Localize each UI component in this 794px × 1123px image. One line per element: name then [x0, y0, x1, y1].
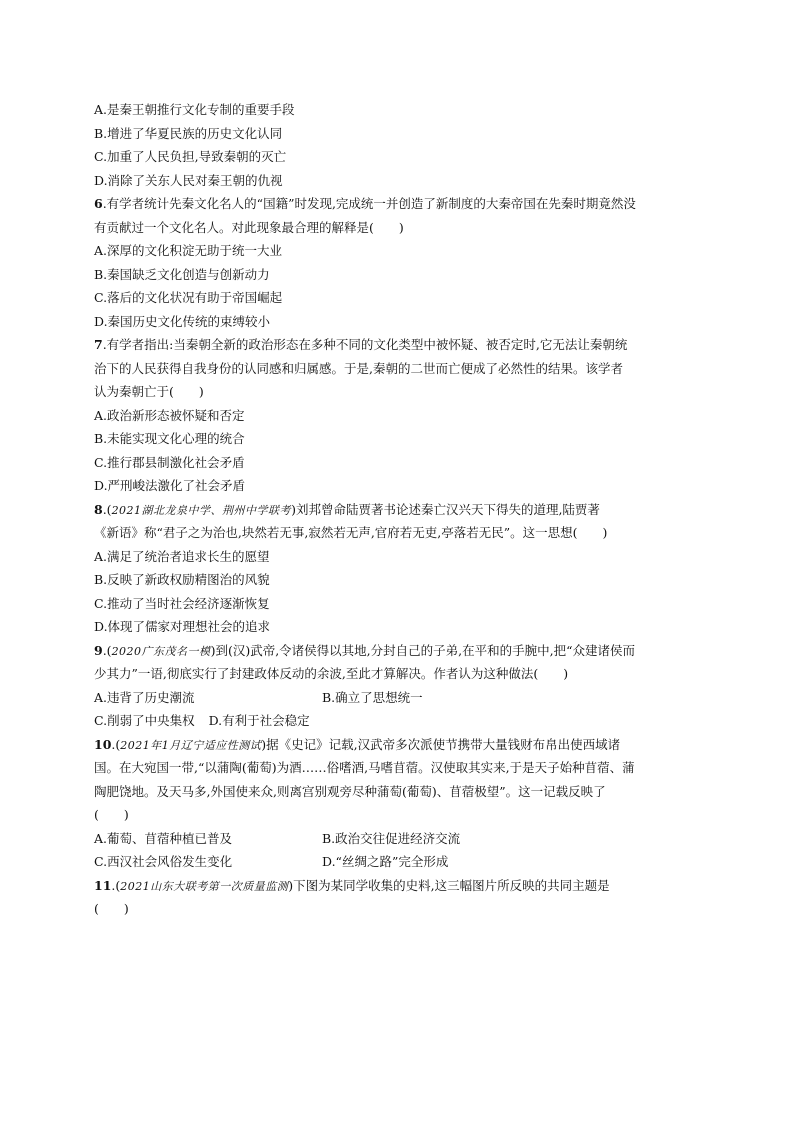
q6-option-a: A.深厚的文化积淀无助于统一大业	[94, 243, 283, 258]
q7-text-1: .有学者指出:当秦朝全新的政治形态在多种不同的文化类型中被怀疑、被否定时,它无法让秦朝统	[102, 337, 628, 352]
q10-option-b: B.政治交往促进经济交流	[322, 830, 461, 846]
q9-option-b: B.确立了思想统一	[322, 689, 423, 705]
q9-options-row1	[94, 686, 704, 710]
q6-number: 6	[94, 196, 103, 211]
q7-stem-line1	[94, 333, 704, 357]
q6-text-1: .有学者统计先秦文化名人的“国籍”时发现,完成统一并创造了新制度的大秦帝国在先秦时期竟然没	[102, 196, 636, 211]
q5-option-d: D.消除了关东人民对秦王朝的仇视	[94, 172, 283, 188]
q6-stem-line2: 有贡献过一个文化名人。对此现象最合理的解释是( )	[94, 219, 404, 235]
q9-text-1: )到(汉)武帝,令诸侯得以其地,分封自己的子弟,在平和的手腕中,把“众建诸侯而	[210, 642, 635, 658]
q7-option-d: D.严刑峻法激化了社会矛盾	[94, 478, 246, 493]
q5-option-b: B.增进了华夏民族的历史文化认同	[94, 125, 283, 141]
q6-option-d: D.秦国历史文化传统的束缚较小	[94, 313, 271, 329]
q10-option-d: D.“丝绸之路”完全形成	[322, 854, 449, 869]
q11-stem-line2: ( )	[94, 901, 129, 916]
q5-option-a: A.是秦王朝推行文化专制的重要手段	[94, 102, 295, 117]
q11-paren-open: .(	[111, 877, 121, 893]
q10-stem-line3: 陶肥饶地。及天马多,外国使来众,则离宫别观旁尽种蒲萄(葡萄)、苜蓿极望”。这一记载反映了	[94, 783, 606, 799]
q10-paren-open: .(	[111, 736, 121, 752]
q11-number: 11	[94, 877, 112, 893]
q8-text-1: )刘邦曾命陆贾著书论述秦亡汉兴天下得失的道理,陆贾著	[291, 501, 600, 517]
q8-number: 8	[94, 501, 103, 517]
q8-option-c: C.推动了当时社会经济逐渐恢复	[94, 595, 270, 611]
q7-option-a: A.政治新形态被怀疑和否定	[94, 407, 245, 423]
exam-page	[94, 98, 704, 921]
q10-stem-line2: 国。在大宛国一带,“以蒲陶(葡萄)为酒……俗嗜酒,马嗜苜蓿。汉使取其实来,于是天子始种苜蓿、蒲	[94, 760, 635, 775]
q8-paren-open: .(	[102, 501, 112, 517]
q10-source: 2021年1月辽宁适应性测试	[120, 738, 262, 752]
q8-option-d: D.体现了儒家对理想社会的追求	[94, 619, 271, 634]
q9-option-a: A.违背了历史潮流	[94, 689, 195, 705]
q8-option-b: B.反映了新政权励精图治的风貌	[94, 572, 270, 587]
q7-stem-line2: 治下的人民获得自我身份的认同感和归属感。于是,秦朝的二世而亡便成了必然性的结果。该学者	[94, 360, 623, 376]
q11-source: 2021山东大联考第一次质量监测	[120, 879, 289, 893]
q9-stem-line2: 少其力”一语,彻底实行了封建政体反动的余波,至此才算解决。作者认为这种做法( )	[94, 666, 569, 681]
q10-option-a: A.葡萄、苜蓿种植已普及	[94, 830, 233, 846]
q6-option-b: B.秦国缺乏文化创造与创新动力	[94, 266, 270, 282]
q10-number: 10	[94, 736, 112, 752]
q11-stem-line1	[94, 874, 704, 898]
q10-text-1: )据《史记》记载,汉武帝多次派使节携带大量钱财布帛出使西域诸	[261, 736, 621, 752]
q10-options-row2	[94, 850, 704, 874]
q8-option-a: A.满足了统治者追求长生的愿望	[94, 548, 270, 564]
q8-stem-line2: 《新语》称“君子之为治也,块然若无事,寂然若无声,官府若无吏,亭落若无民”。这一思想( )	[94, 525, 608, 540]
q8-stem-line1	[94, 498, 704, 522]
q7-option-b: B.未能实现文化心理的统合	[94, 431, 245, 446]
q9-option-c: C.削弱了中央集权	[94, 713, 195, 728]
q9-number: 9	[94, 642, 103, 658]
q7-stem-line3: 认为秦朝亡于( )	[94, 384, 204, 399]
q9-paren-open: .(	[102, 642, 112, 658]
q9-options-row2	[94, 709, 704, 733]
q10-options-row1	[94, 827, 704, 851]
q9-option-d: D.有利于社会稳定	[208, 713, 310, 728]
q10-stem-line4: ( )	[94, 807, 129, 822]
q11-text-1: )下图为某同学收集的史料,这三幅图片所反映的共同主题是	[288, 877, 610, 893]
q9-source: 2020广东茂名一模	[111, 644, 211, 658]
q6-stem-line1	[94, 192, 704, 216]
q6-option-c: C.落后的文化状况有助于帝国崛起	[94, 290, 283, 305]
q10-stem-line1	[94, 733, 704, 757]
q10-option-c: C.西汉社会风俗发生变化	[94, 854, 233, 869]
q7-option-c: C.推行郡县制激化社会矛盾	[94, 454, 245, 470]
q9-stem-line1	[94, 639, 704, 663]
q8-source: 2021湖北龙泉中学、荆州中学联考	[111, 503, 292, 517]
q5-option-c: C.加重了人民负担,导致秦朝的灭亡	[94, 149, 287, 164]
q7-number: 7	[94, 337, 103, 352]
